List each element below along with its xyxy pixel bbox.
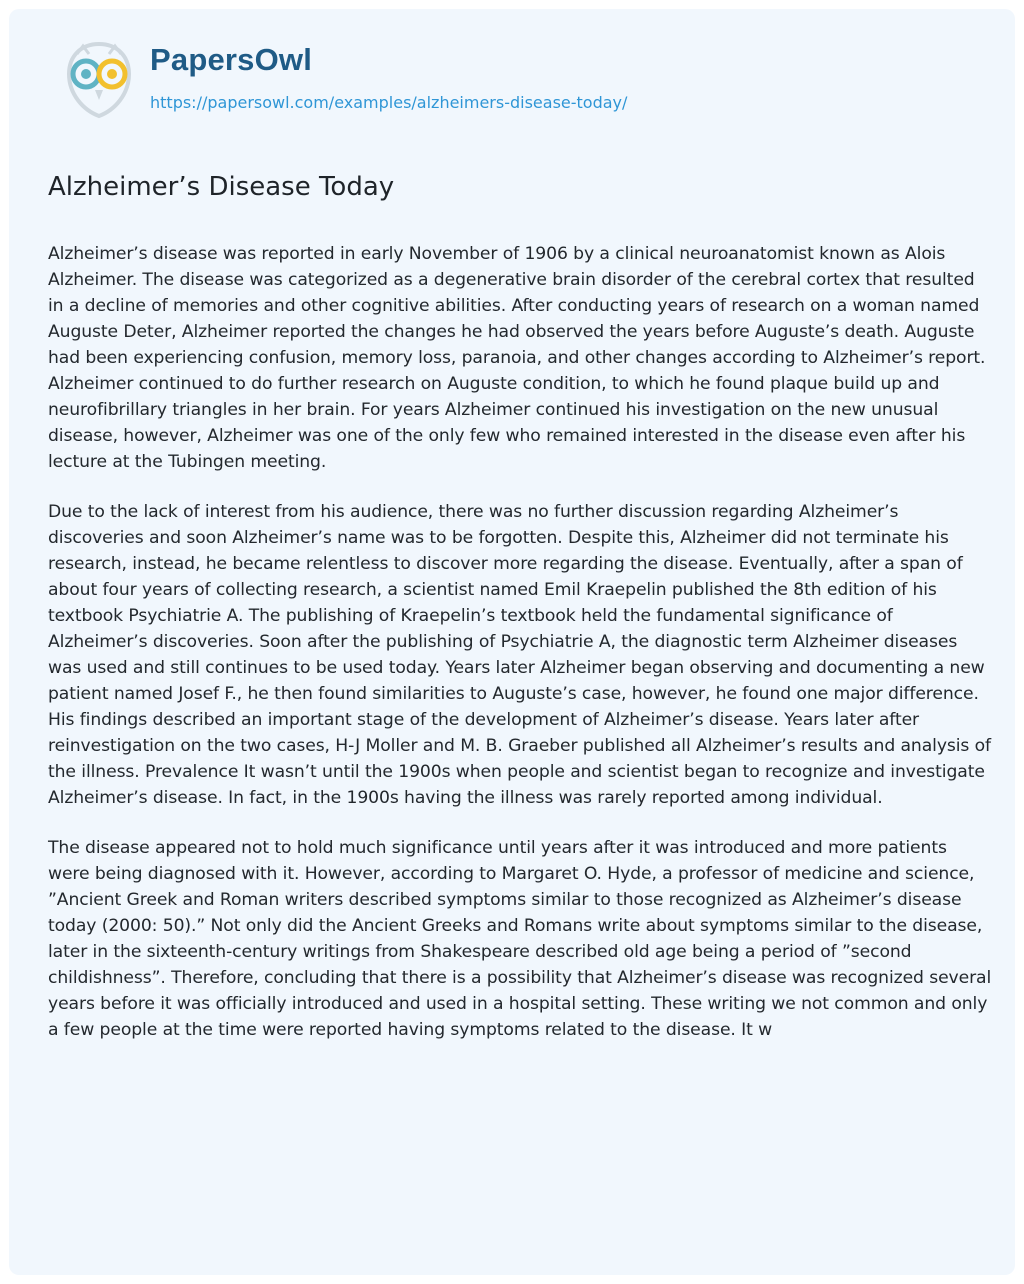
article-body <box>48 241 993 1067</box>
paragraph-2: Due to the lack of interest from his audience, there was no further discussion regarding Alzheimer’s discoveries and soon Alzheimer’s name was to be forgotten. Despite this, Alzheimer did not terminate his research, instead, he became relentless to discover more regarding the disease. Eventually, after a span of about four years of collecting research, a scientist named Emil Kraepelin published the 8th edition of his textbook Psychiatrie A. The publishing of Kraepelin’s textbook held the fundamental significance of Alzheimer’s discoveries. Soon after the publishing of Psychiatrie A, the diagnostic term Alzheimer diseases was used and still continues to be used today. Years later Alzheimer began observing and documenting a new patient named Josef F., he then found similarities to Auguste’s case, however, he found one major difference. His findings described an important stage of the development of Alzheimer’s disease. Years later after reinvestigation on the two cases, H-J Moller and M. B. Graeber published all Alzheimer’s results and analysis of the illness. Prevalence It wasn’t until the 1900s when people and scientist began to recognize and investigate Alzheimer’s disease. In fact, in the 1900s having the illness was rarely reported among individual. <box>48 502 992 808</box>
page-title: Alzheimer’s Disease Today <box>48 172 395 202</box>
paragraph-1: Alzheimer’s disease was reported in early November of 1906 by a clinical neuroanatomist known as Alois Alzheimer. The disease was categorized as a degenerative brain disorder of the cerebral cortex that resulted in a decline of memories and other cognitive abilities. After conducting years of research on a woman named Auguste Deter, Alzheimer reported the changes he had observed the years before Auguste’s death. Auguste had been experiencing confusion, memory loss, paranoia, and other changes according to Alzheimer’s report. Alzheimer continued to do further research on Auguste condition, to which he found plaque build up and neurofibrillary triangles in her brain. For years Alzheimer continued his investigation on the new unusual disease, however, Alzheimer was one of the only few who remained interested in the disease even after his lecture at the Tubingen meeting. <box>48 244 986 472</box>
site-header <box>57 38 627 122</box>
source-url[interactable]: https://papersowl.com/examples/alzheimers-disease-today/ <box>150 93 628 112</box>
paragraph-3: The disease appeared not to hold much significance until years after it was introduced and more patients were being diagnosed with it. However, according to Margaret O. Hyde, a professor of medicine and science, ”Ancient Greek and Roman writers described symptoms similar to those recognized as Alzheimer’s disease today (2000: 50).” Not only did the Ancient Greeks and Romans write about symptoms similar to the disease, later in the sixteenth-century writings from Shakespeare described old age being a period of ”second childishness”. Therefore, concluding that there is a possibility that Alzheimer’s disease was recognized several years before it was officially introduced and used in a hospital setting. These writing we not common and only a few people at the time were reported having symptoms related to the disease. It w <box>48 838 992 1040</box>
owl-icon <box>57 38 141 122</box>
document-page <box>9 9 1015 1275</box>
brand-name[interactable]: PapersOwl <box>150 42 313 77</box>
brand-block <box>150 38 627 114</box>
